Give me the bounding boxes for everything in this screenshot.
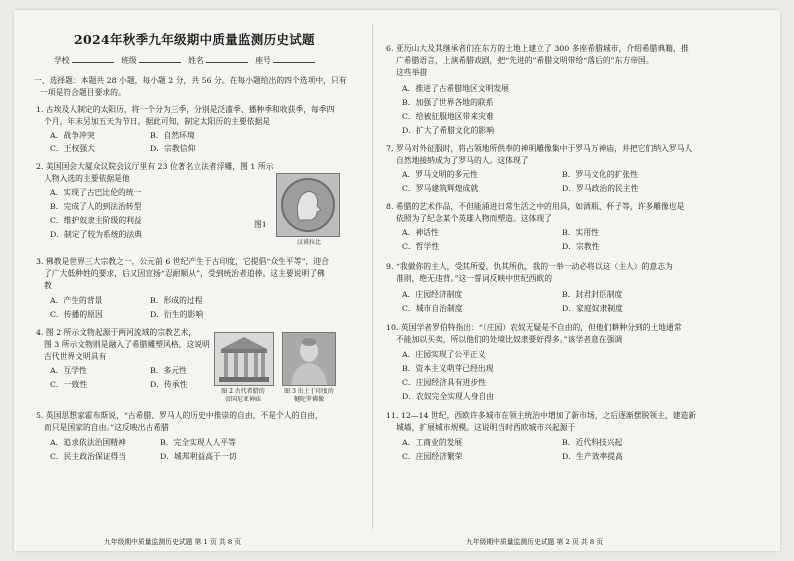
q4-option-c[interactable]: C．一致性	[50, 380, 88, 389]
q10-stem-2: 不能加以买卖，所以他们的处境比奴隶要好得多。”该学者意在强调	[396, 335, 623, 344]
fig3-caption-1: 图 3 出土于印度的	[284, 388, 334, 395]
q6-stem-1: 6. 亚历山大及其继承者们在东方的土地上建立了 300 多座希腊城市，介绍希腊典籍，推	[386, 44, 689, 53]
q9-stem-1: 9. “我做你的主人，受其所爱，仇其所仇，我的一举一动必将以这（主人）的意志为	[386, 262, 673, 271]
q9-option-d[interactable]: D．家庭奴隶制度	[562, 304, 623, 313]
q10-option-d[interactable]: D．农奴完全实现人身自由	[402, 392, 495, 401]
q5-stem-1: 5. 英国思想家霍布斯说，“古希腊、罗马人的历史中推崇的自由，不是个人的自由，	[36, 411, 323, 420]
q1-option-b[interactable]: B．自然环境	[150, 131, 195, 140]
q11-option-d[interactable]: D．生产效率提高	[562, 452, 623, 461]
fig2-caption-2: 帝国尼亚神庙	[224, 396, 261, 403]
q3-option-a[interactable]: A．产生的背景	[50, 296, 103, 305]
q8-option-c[interactable]: C．哲学性	[402, 242, 440, 251]
q4-option-d[interactable]: D．传承性	[150, 380, 188, 389]
q3-stem-3: 教	[44, 281, 52, 290]
q5-option-d[interactable]: D．城邦利益高于一切	[160, 452, 237, 461]
q4-stem-3: 古代世界文明具有	[44, 352, 107, 361]
q10-option-b[interactable]: B．资本主义萌芽已经出现	[402, 364, 494, 373]
q3-option-c[interactable]: C．传播的原因	[50, 310, 103, 319]
q2-option-a[interactable]: A．实现了古巴比伦的统一	[50, 188, 142, 197]
q8-stem-2: 依照为了纪念某个英雄人物而塑造。这体现了	[396, 214, 552, 223]
temple-icon	[215, 333, 273, 385]
name-label: 姓名	[188, 56, 204, 65]
q8-option-d[interactable]: D．宗教性	[562, 242, 600, 251]
q2-option-d[interactable]: D．制定了较为系统的法典	[50, 230, 143, 239]
instructions-line-2: 一项是符合题目要求的。	[40, 88, 126, 97]
q4-stem-1: 4. 图 2 所示文物起源于两河流域的宗教艺术，	[36, 328, 197, 337]
q11-stem-1: 11. 12—14 世纪，西欧许多城市在领主统治中增加了新市场，之后逐渐摆脱领主，建造新	[386, 411, 697, 420]
q2-stem-1: 2. 美国国会大厦众议院会议厅里有 23 位著名立法者浮雕，图 1 所示	[36, 162, 274, 171]
q9-stem-2: 准则，绝无违背。”这一誓词反映中世纪西欧的	[396, 274, 553, 283]
q6-stem-3: 这些举措	[396, 68, 428, 77]
q4-stem-2: 图 3 所示文物则是融入了希腊雕塑风格，这说明	[44, 340, 210, 349]
q2-stem-2: 人物入选的主要依据是他	[44, 174, 130, 183]
q3-option-b[interactable]: B．形成的过程	[150, 296, 203, 305]
seat-blank[interactable]	[273, 62, 315, 63]
q2-option-c[interactable]: C．维护奴隶主阶级的利益	[50, 216, 142, 225]
q3-stem-2: 了广大低种姓的要求，后又因宣扬“忍耐顺从”，受到统治者追捧。这主要说明了佛	[44, 269, 325, 278]
q7-stem-1: 7. 罗马对外征服时，将占领地所供奉的神明雕像集中于罗马万神庙，并把它们纳入罗马人	[386, 144, 693, 153]
q9-option-a[interactable]: A．庄园经济制度	[402, 290, 463, 299]
q11-option-c[interactable]: C．庄园经济繁荣	[402, 452, 463, 461]
q5-stem-2: 而只是国家的自由。”这反映出古希腊	[44, 423, 169, 432]
q11-option-b[interactable]: B．近代科技兴起	[562, 438, 623, 447]
q4-option-a[interactable]: A．互学性	[50, 366, 87, 375]
footer-page-2: 九年级期中质量监测历史试题 第 2 页 共 8 页	[466, 538, 604, 546]
q8-option-a[interactable]: A．神话性	[402, 228, 439, 237]
page-divider	[372, 24, 373, 529]
relief-profile-icon	[277, 174, 339, 236]
q1-stem-1: 1. 古埃及人制定的太阳历，将一个分为三季，分别是泛滥季、播种季和收获季，每季四	[36, 105, 335, 114]
school-label: 学校	[54, 56, 70, 65]
q8-option-b[interactable]: B．实用性	[562, 228, 599, 237]
q10-option-a[interactable]: A．庄园实现了公平正义	[402, 350, 486, 359]
q7-option-c[interactable]: C．罗马建筑辉煌成就	[402, 184, 479, 193]
gandhara-buddha-image	[282, 332, 336, 386]
instructions-line-1: 一、选择题：本题共 28 小题，每小题 2 分，共 56 分。在每小题给出的四个选项中，只有	[34, 76, 347, 85]
q1-option-a[interactable]: A．战争冲突	[50, 131, 95, 140]
q6-option-d[interactable]: D．扩大了希腊文化的影响	[402, 126, 495, 135]
hammurabi-relief-image	[276, 173, 340, 237]
q6-option-c[interactable]: C．给被征服地区带来灾难	[402, 112, 494, 121]
q7-option-b[interactable]: B．罗马文化的扩张性	[562, 170, 638, 179]
q7-stem-2: 自然地接纳成为了罗马的人。这体现了	[396, 156, 529, 165]
q10-stem-1: 10. 英国学者罗伯特指出：“（庄园）农奴无疑是不自由的，但他们耕种分到的土地通常	[386, 323, 682, 332]
fig1-caption: 汉谟拉比	[296, 239, 321, 246]
seat-label: 座号	[255, 56, 271, 65]
class-label: 班级	[121, 56, 137, 65]
fig2-caption-1: 图 2 古代希腊的	[221, 388, 265, 395]
fig1-label: 图1	[254, 220, 267, 229]
q1-option-d[interactable]: D．宗教信仰	[150, 144, 196, 153]
greek-temple-image	[214, 332, 274, 386]
q3-stem-1: 3. 佛教是世界三大宗教之一，公元前 6 世纪产生于古印度，它提倡“众生平等”，迎合	[36, 257, 329, 266]
q10-option-c[interactable]: C．庄园经济具有进步性	[402, 378, 486, 387]
q5-option-b[interactable]: B．完全实现人人平等	[160, 438, 236, 447]
q6-option-b[interactable]: B．加强了世界各地的联系	[402, 98, 494, 107]
q11-option-a[interactable]: A．工商业的发展	[402, 438, 463, 447]
q9-option-c[interactable]: C．城市自治制度	[402, 304, 463, 313]
q6-option-a[interactable]: A．推进了古希腊地区文明发展	[402, 84, 509, 93]
name-blank[interactable]	[206, 62, 248, 63]
q4-option-b[interactable]: B．多元性	[150, 366, 187, 375]
buddha-bust-icon	[283, 333, 335, 385]
fig3-caption-2: 犍陀罗佛像	[293, 396, 324, 403]
q1-stem-2: 个月，年末另加五天为节日。据此可知，制定太阳历的主要依据是	[44, 117, 271, 126]
q1-option-c[interactable]: C．王权强大	[50, 144, 95, 153]
q11-stem-2: 城墙，扩展城市规模。这说明当时西欧城市兴起源于	[396, 423, 576, 432]
q7-option-d[interactable]: D．罗马政治的民主性	[562, 184, 639, 193]
q9-option-b[interactable]: B．封君封臣制度	[562, 290, 623, 299]
exam-title: 2024年秋季九年级期中质量监测历史试题	[74, 32, 315, 47]
school-blank[interactable]	[72, 62, 114, 63]
footer-page-1: 九年级期中质量监测历史试题 第 1 页 共 8 页	[104, 538, 242, 546]
student-info-line	[54, 55, 320, 66]
q6-stem-2: 广希腊语言，上演希腊戏剧，把“先进的”希腊文明带给“落后的”东方帝国。	[396, 56, 654, 65]
exam-sheet	[14, 10, 780, 551]
q8-stem-1: 8. 希腊的艺术作品，不但能涌进日常生活之中的用具，如酒瓶、杯子等，许多雕像也是	[386, 202, 685, 211]
class-blank[interactable]	[139, 62, 181, 63]
q3-option-d[interactable]: D．衍生的影响	[150, 310, 204, 319]
q5-option-c[interactable]: C．民主政治保证得当	[50, 452, 127, 461]
q5-option-a[interactable]: A．追求依法治国精神	[50, 438, 126, 447]
q2-option-b[interactable]: B．完成了人的到法治转型	[50, 202, 142, 211]
q7-option-a[interactable]: A．罗马文明的多元性	[402, 170, 478, 179]
